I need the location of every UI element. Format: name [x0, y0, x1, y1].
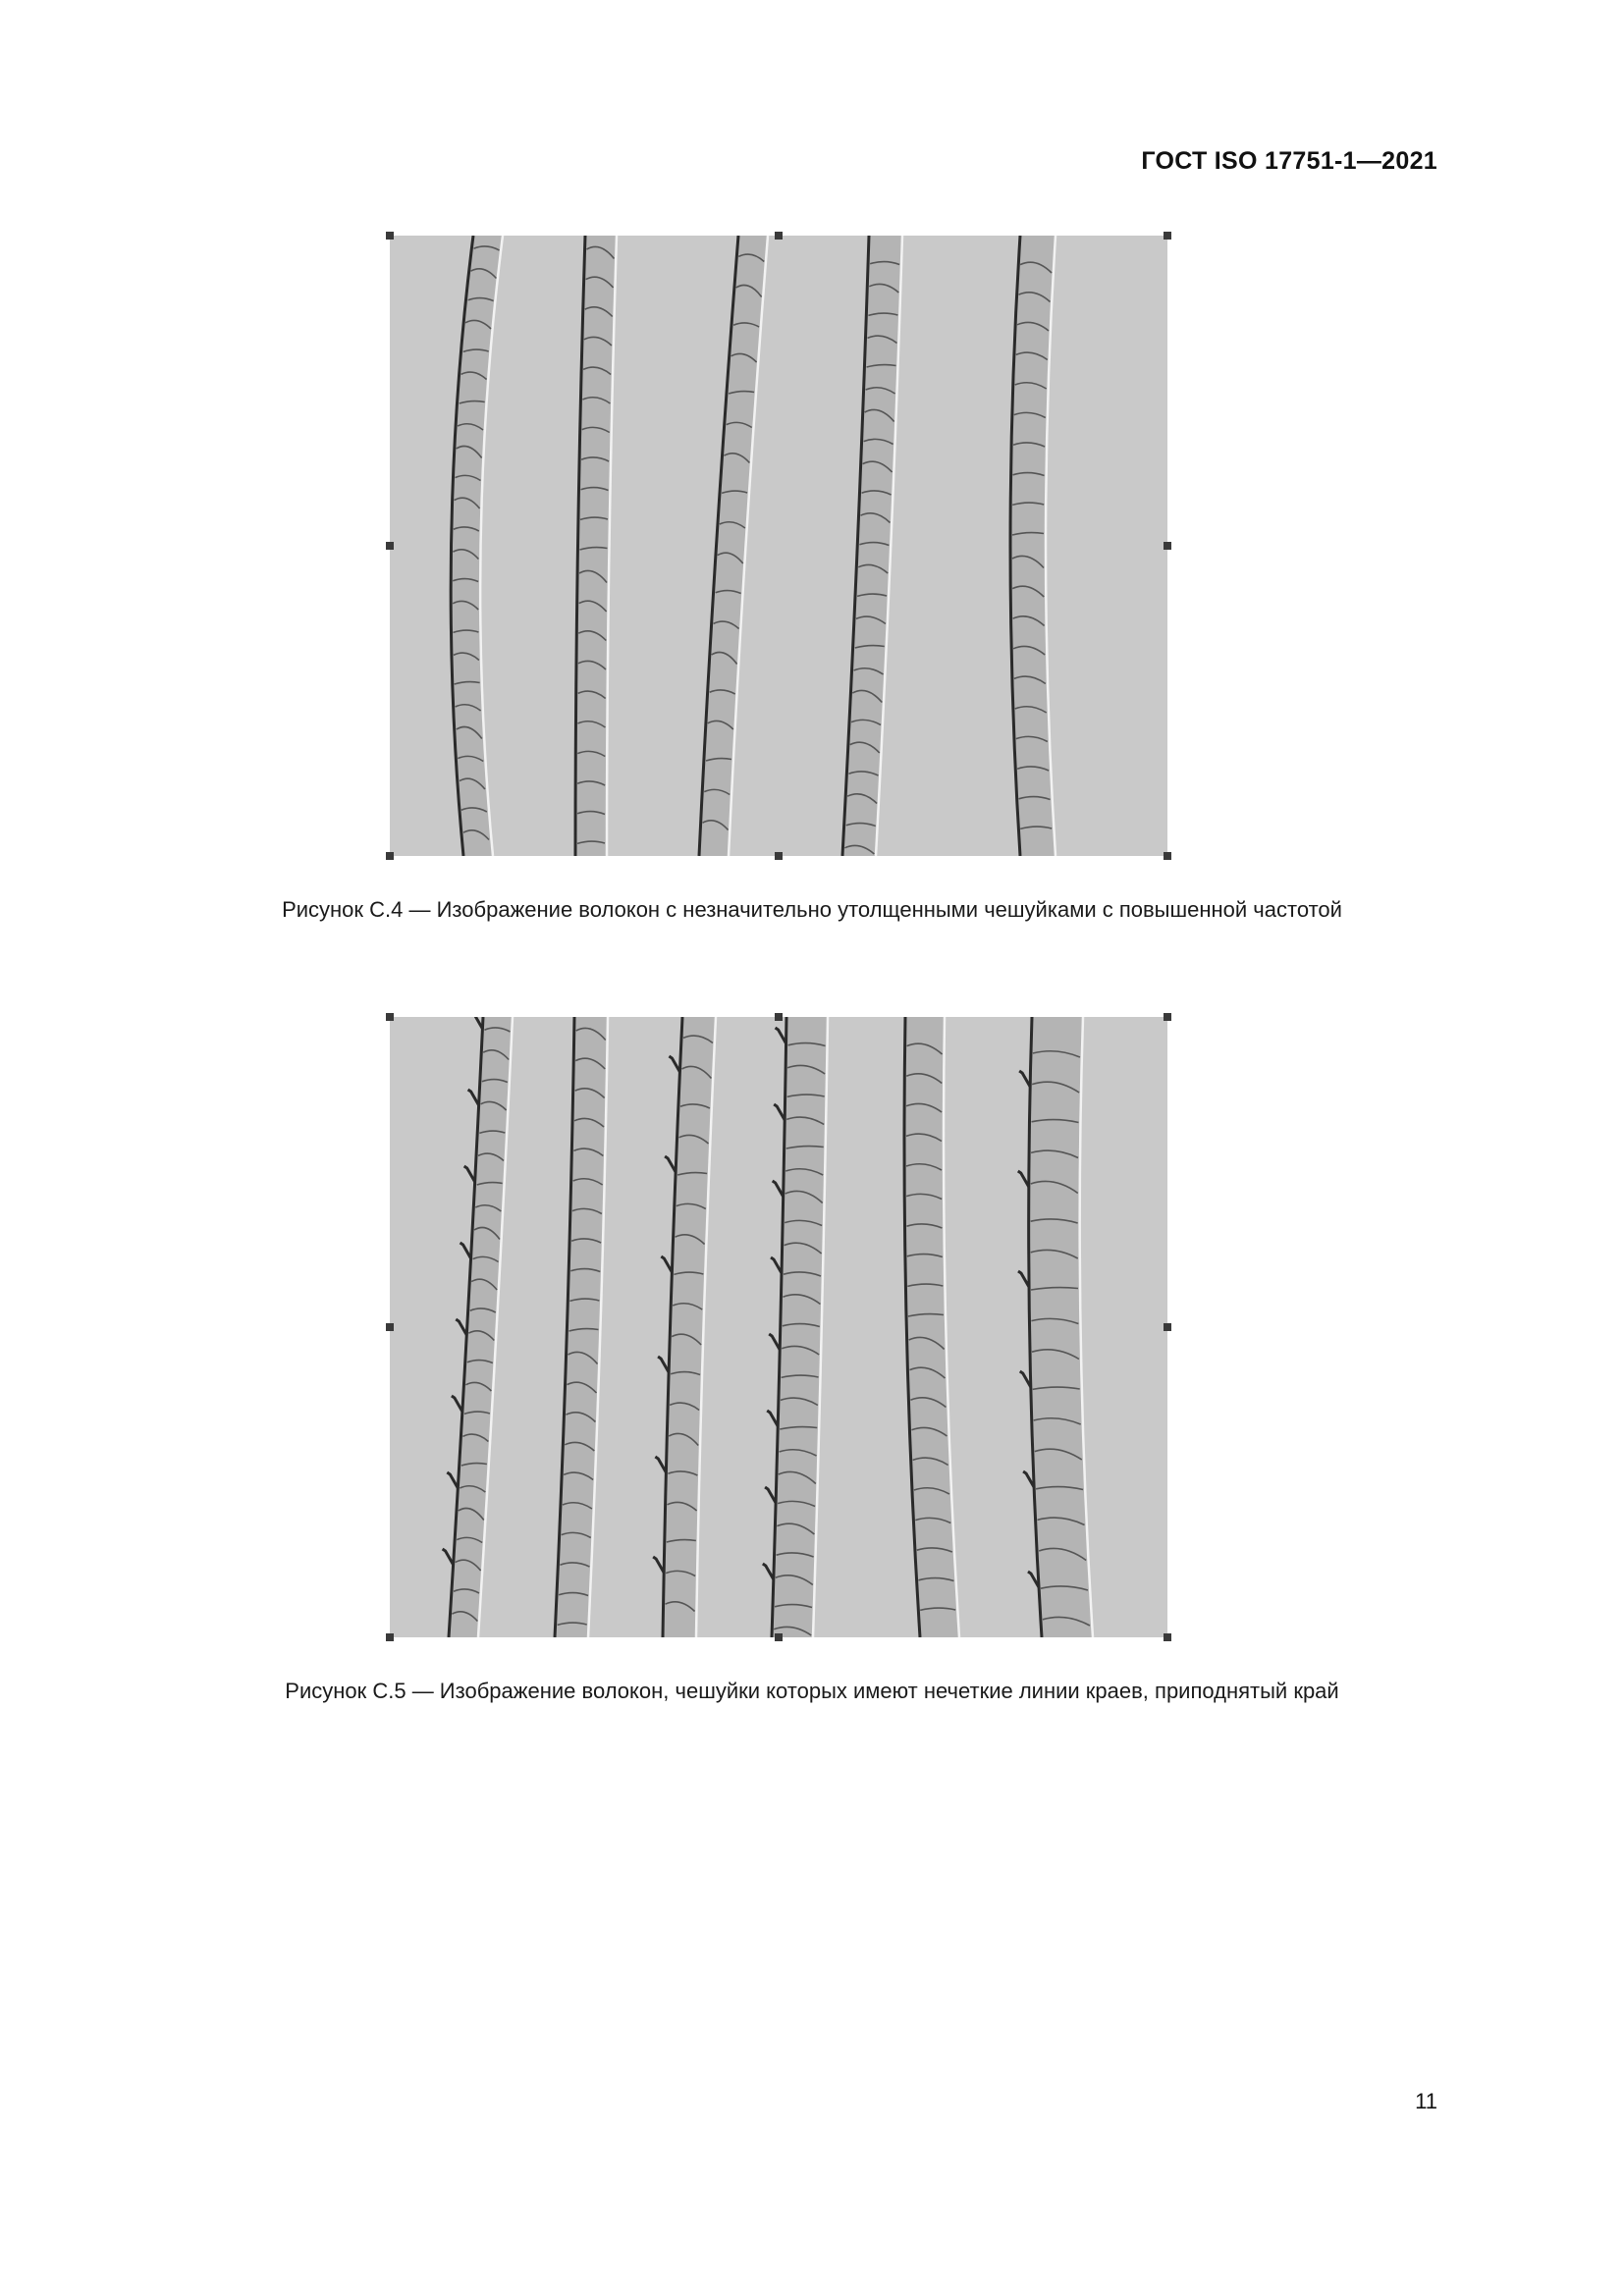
- figure-caption-c5: Рисунок С.5 — Изображение волокон, чешуйки которых имеют нечеткие линии краев, приподнятый край: [285, 1679, 1339, 1703]
- selection-handle: [1164, 542, 1171, 550]
- selection-handle: [775, 232, 783, 240]
- micrograph-c5-image: [390, 1017, 1167, 1637]
- selection-handle: [386, 852, 394, 860]
- selection-handle: [386, 1633, 394, 1641]
- selection-handle: [1164, 1013, 1171, 1021]
- figure-c5-micrograph: [390, 1017, 1167, 1637]
- figure-c4-micrograph: [390, 236, 1167, 856]
- selection-handle: [386, 232, 394, 240]
- selection-handle: [775, 1633, 783, 1641]
- micrograph-c4-image: [390, 236, 1167, 856]
- selection-handle: [386, 1013, 394, 1021]
- figure-caption-c4: Рисунок С.4 — Изображение волокон с незначительно утолщенными чешуйками с повышенной частотой: [282, 897, 1342, 922]
- page-number: 11: [1415, 2089, 1437, 2113]
- selection-handle: [1164, 232, 1171, 240]
- selection-handle: [1164, 852, 1171, 860]
- selection-handle: [775, 852, 783, 860]
- selection-handle: [386, 1323, 394, 1331]
- document-header: ГОСТ ISO 17751-1—2021: [1141, 147, 1437, 175]
- selection-handle: [1164, 1323, 1171, 1331]
- selection-handle: [775, 1013, 783, 1021]
- selection-handle: [1164, 1633, 1171, 1641]
- selection-handle: [386, 542, 394, 550]
